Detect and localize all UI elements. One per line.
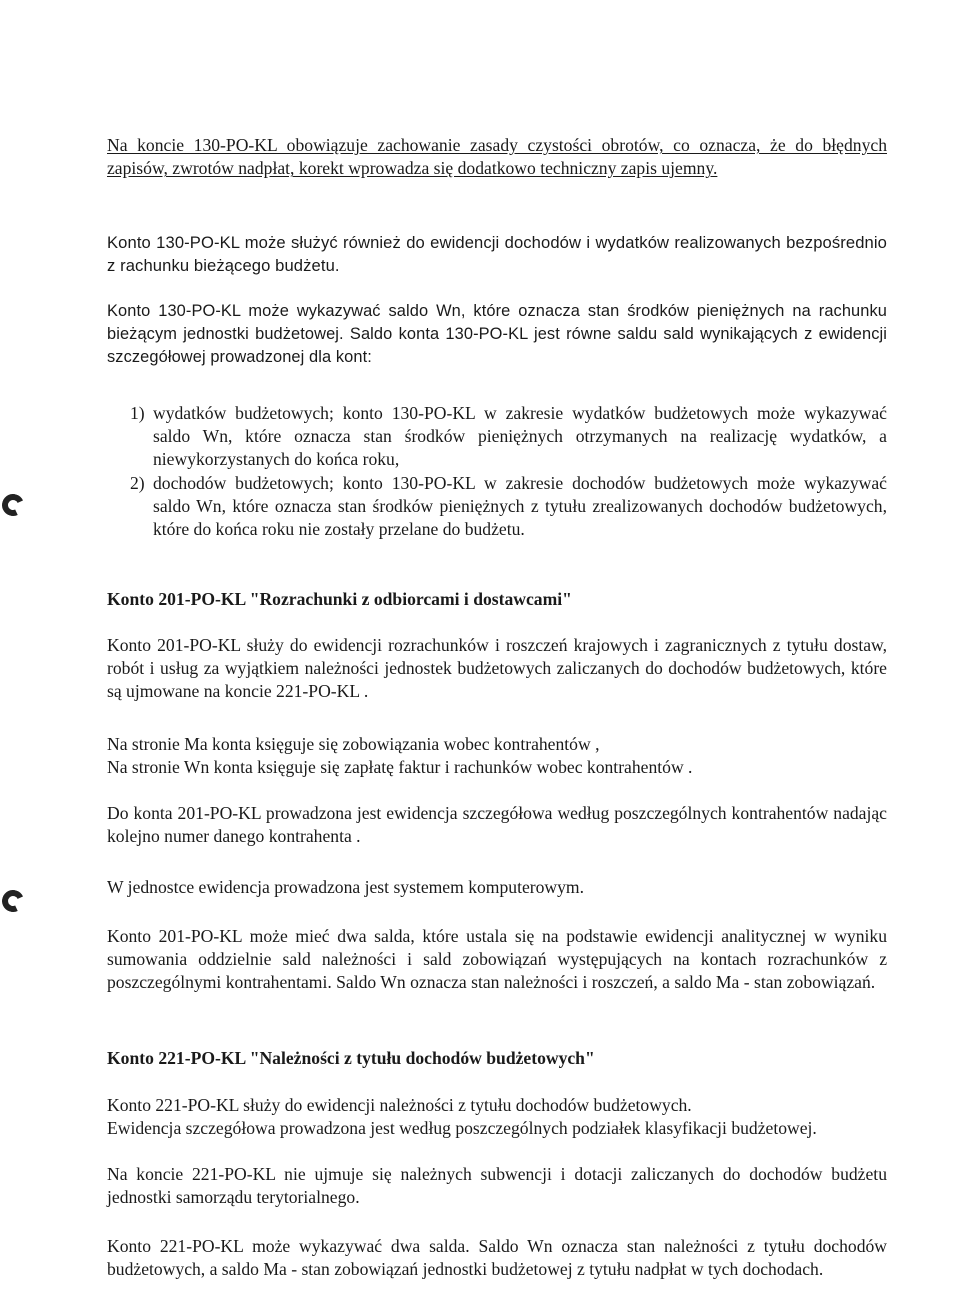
paragraph-subsidies: Na koncie 221-PO-KL nie ujmuje się należnych subwencji i dotacji zaliczanych do dochodów budżetu jednostki samorządu terytorialnego. bbox=[107, 1164, 887, 1208]
paragraph-debit-side: Na stronie Wn konta księguje się zapłatę faktur i rachunków wobec kontrahentów . bbox=[107, 757, 693, 777]
list-number: 2) bbox=[130, 473, 145, 493]
list-text: wydatków budżetowych; konto 130-PO-KL w zakresie wydatków budżetowych może wykazywać saldo Wn, które oznacza stan środków pieniężnych otrzymanych na realizację wydatków, a niewykorzystanych do końca roku, bbox=[153, 403, 887, 470]
binder-hole-mark bbox=[0, 491, 27, 519]
list-item-income bbox=[130, 472, 887, 542]
paragraph-classification: Ewidencja szczegółowa prowadzona jest według poszczególnych podziałek klasyfikacji budżetowej. bbox=[107, 1118, 817, 1138]
binder-hole-mark bbox=[0, 887, 27, 915]
paragraph-income-expense: Konto 130-PO-KL może służyć również do ewidencji dochodów i wydatków realizowanych bezpośrednio z rachunku bieżącego budżetu. bbox=[107, 233, 887, 276]
heading-account-201: Konto 201-PO-KL "Rozrachunki z odbiorcami i dostawcami" bbox=[107, 589, 572, 609]
heading-account-221: Konto 221-PO-KL "Należności z tytułu dochodów budżetowych" bbox=[107, 1048, 595, 1068]
paragraph-balance: Konto 130-PO-KL może wykazywać saldo Wn, które oznacza stan środków pieniężnych na rachunku bieżącym jednostki budżetowej. Saldo konta 130-PO-KL jest równe saldu sald wynikających z ewidencji szczegółowej prowadzonej dla kont: bbox=[107, 302, 887, 367]
list-text: dochodów budżetowych; konto 130-PO-KL w zakresie dochodów budżetowych może wykazywać saldo Wn, które oznacza stan środków pieniężnych z tytułu zrealizowanych dochodów budżetowych, które do końca roku nie zostały przelane do budżetu. bbox=[153, 473, 887, 540]
paragraph-account-221-purpose: Konto 221-PO-KL służy do ewidencji należności z tytułu dochodów budżetowych. bbox=[107, 1095, 692, 1115]
paragraph-two-balances: Konto 201-PO-KL może mieć dwa salda, które ustala się na podstawie ewidencji analitycznej w wyniku sumowania oddzielnie sald należności i sald zobowiązań występujących na kontach rozrachunków z poszczególnymi kontrahentami. Saldo Wn oznacza stan należności i roszczeń, a saldo Ma - stan zobowiązań. bbox=[107, 926, 887, 993]
paragraph-credit-side: Na stronie Ma konta księguje się zobowiązania wobec kontrahentów , bbox=[107, 734, 600, 754]
paragraph-account-201-purpose: Konto 201-PO-KL służy do ewidencji rozrachunków i roszczeń krajowych i zagranicznych z tytułu dostaw, robót i usług za wyjątkiem należności jednostek budżetowych zaliczanych do dochodów budżetowych, które są ujmowane na koncie 221-PO-KL . bbox=[107, 635, 887, 702]
list-number: 1) bbox=[130, 403, 145, 423]
paragraph-detailed-records: Do konta 201-PO-KL prowadzona jest ewidencja szczegółowa według poszczególnych kontrahentów nadając kolejno numer danego kontrahenta . bbox=[107, 803, 887, 847]
paragraph-account-221-balances: Konto 221-PO-KL może wykazywać dwa salda. Saldo Wn oznacza stan należności z tytułu dochodów budżetowych, a saldo Ma - stan zobowiązań jednostki budżetowej z tytułu nadpłat w tych dochodach. bbox=[107, 1236, 887, 1280]
paragraph-computer-system: W jednostce ewidencja prowadzona jest systemem komputerowym. bbox=[107, 877, 585, 897]
paragraph-clean-turnover: Na koncie 130-PO-KL obowiązuje zachowanie zasady czystości obrotów, co oznacza, że do błędnych zapisów, zwrotów nadpłat, korekt wprowadza się dodatkowo techniczny zapis ujemny. bbox=[107, 135, 887, 179]
list-item-expenses bbox=[130, 402, 887, 472]
